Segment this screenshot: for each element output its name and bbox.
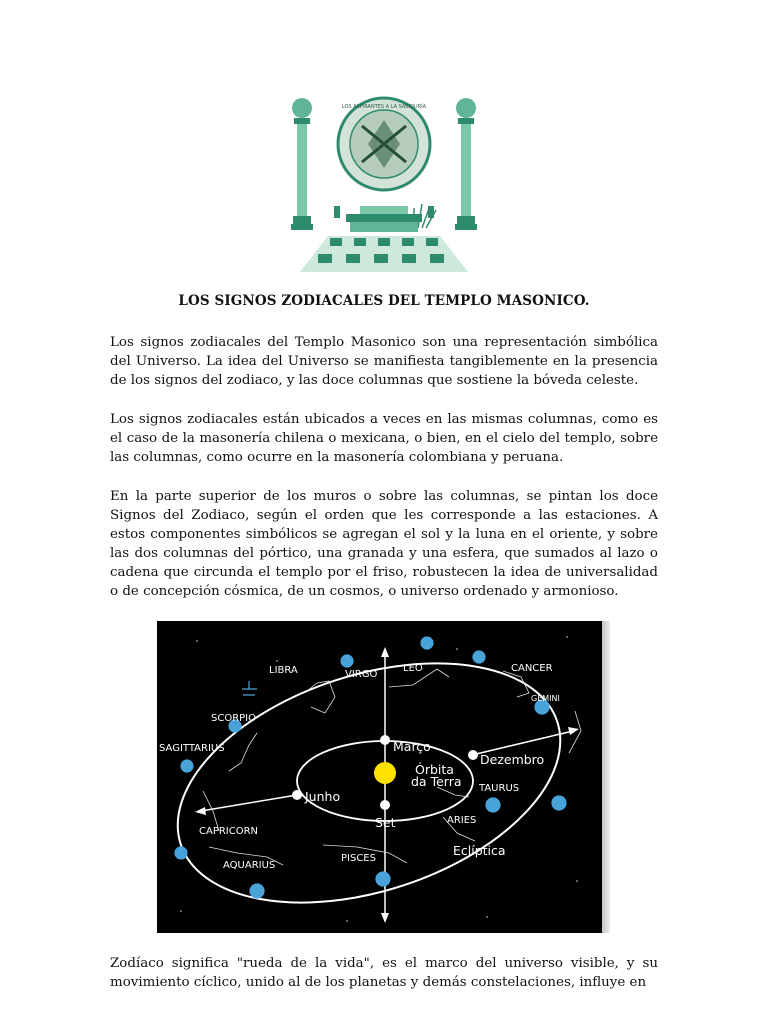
right-column bbox=[455, 98, 477, 230]
earth-point-set bbox=[380, 800, 390, 810]
label-scorpio: SCORPIO bbox=[211, 713, 256, 724]
sun bbox=[374, 762, 396, 784]
label-virgo: VIRGO bbox=[345, 669, 378, 680]
earth-point-dezembro bbox=[468, 750, 478, 760]
paragraph-1: Los signos zodiacales del Templo Masonico son una representación simbólica del Universo. La idea del Universo se manifiesta tangiblemente en la presencia de los signos del zodiaco, y las doce columnas que sostiene la bóveda celeste. bbox=[110, 335, 658, 388]
paragraph-2: Los signos zodiacales están ubicados a veces en las mismas columnas, como es el caso de la masonería chilena o mexicana, o bien, en el cielo del templo, sobre las columnas, como ocurre en la masonería colombiana y peruana. bbox=[110, 412, 658, 465]
paragraph-4: Zodíaco significa "rueda de la vida", es el marco del universo visible, y su movimiento cíclico, unido al de los planetas y demás constelaciones, influye en bbox=[110, 956, 658, 990]
paragraph-3: En la parte superior de los muros o sobre las columnas, se pintan los doce Signos del Zodiaco, según el orden que les corresponde a las estaciones. A estos componentes simbólicos se agregan el sol y la luna en el oriente, y sobre las dos columnas del pórtico, una granada y una esfera, que sumados al lazo o cadena que circunda el templo por el friso, robustecen la idea de universalidad o de concepción cósmica, de un cosmos, o universo ordenado y armonioso. bbox=[110, 489, 658, 599]
label-marco: Março bbox=[393, 739, 431, 754]
masonic-emblem-image bbox=[290, 96, 478, 272]
label-leo: LEO bbox=[403, 663, 423, 674]
label-junho: Junho bbox=[305, 789, 341, 804]
earth-point-marco bbox=[380, 735, 390, 745]
label-libra: LIBRA bbox=[269, 665, 298, 676]
label-aquarius: AQUARIUS bbox=[223, 860, 276, 871]
label-orbit-line-1: Órbita bbox=[415, 762, 454, 777]
label-pisces: PISCES bbox=[341, 853, 376, 864]
label-ecliptica: Eclíptica bbox=[453, 843, 506, 858]
label-orbit-line-2: da Terra bbox=[411, 774, 462, 789]
label-dezembro: Dezembro bbox=[480, 752, 545, 767]
label-gemini: GEMINI bbox=[531, 694, 560, 703]
altar bbox=[334, 204, 436, 232]
earth-point-junho bbox=[292, 790, 302, 800]
label-cancer: CANCER bbox=[511, 663, 553, 674]
label-set: Set bbox=[375, 815, 396, 830]
left-column bbox=[291, 98, 313, 230]
seal-inscription: LOS ASPIRANTES A LA SABIDURÍA bbox=[341, 104, 427, 110]
seal bbox=[338, 98, 430, 190]
label-capricorn: CAPRICORN bbox=[199, 826, 259, 837]
label-aries: ARIES bbox=[447, 815, 477, 826]
label-sagittarius: SAGITTARIUS bbox=[159, 743, 225, 754]
zodiac-diagram bbox=[157, 621, 602, 933]
document-title: LOS SIGNOS ZODIACALES DEL TEMPLO MASONICO. bbox=[178, 293, 590, 309]
label-taurus: TAURUS bbox=[479, 783, 520, 794]
